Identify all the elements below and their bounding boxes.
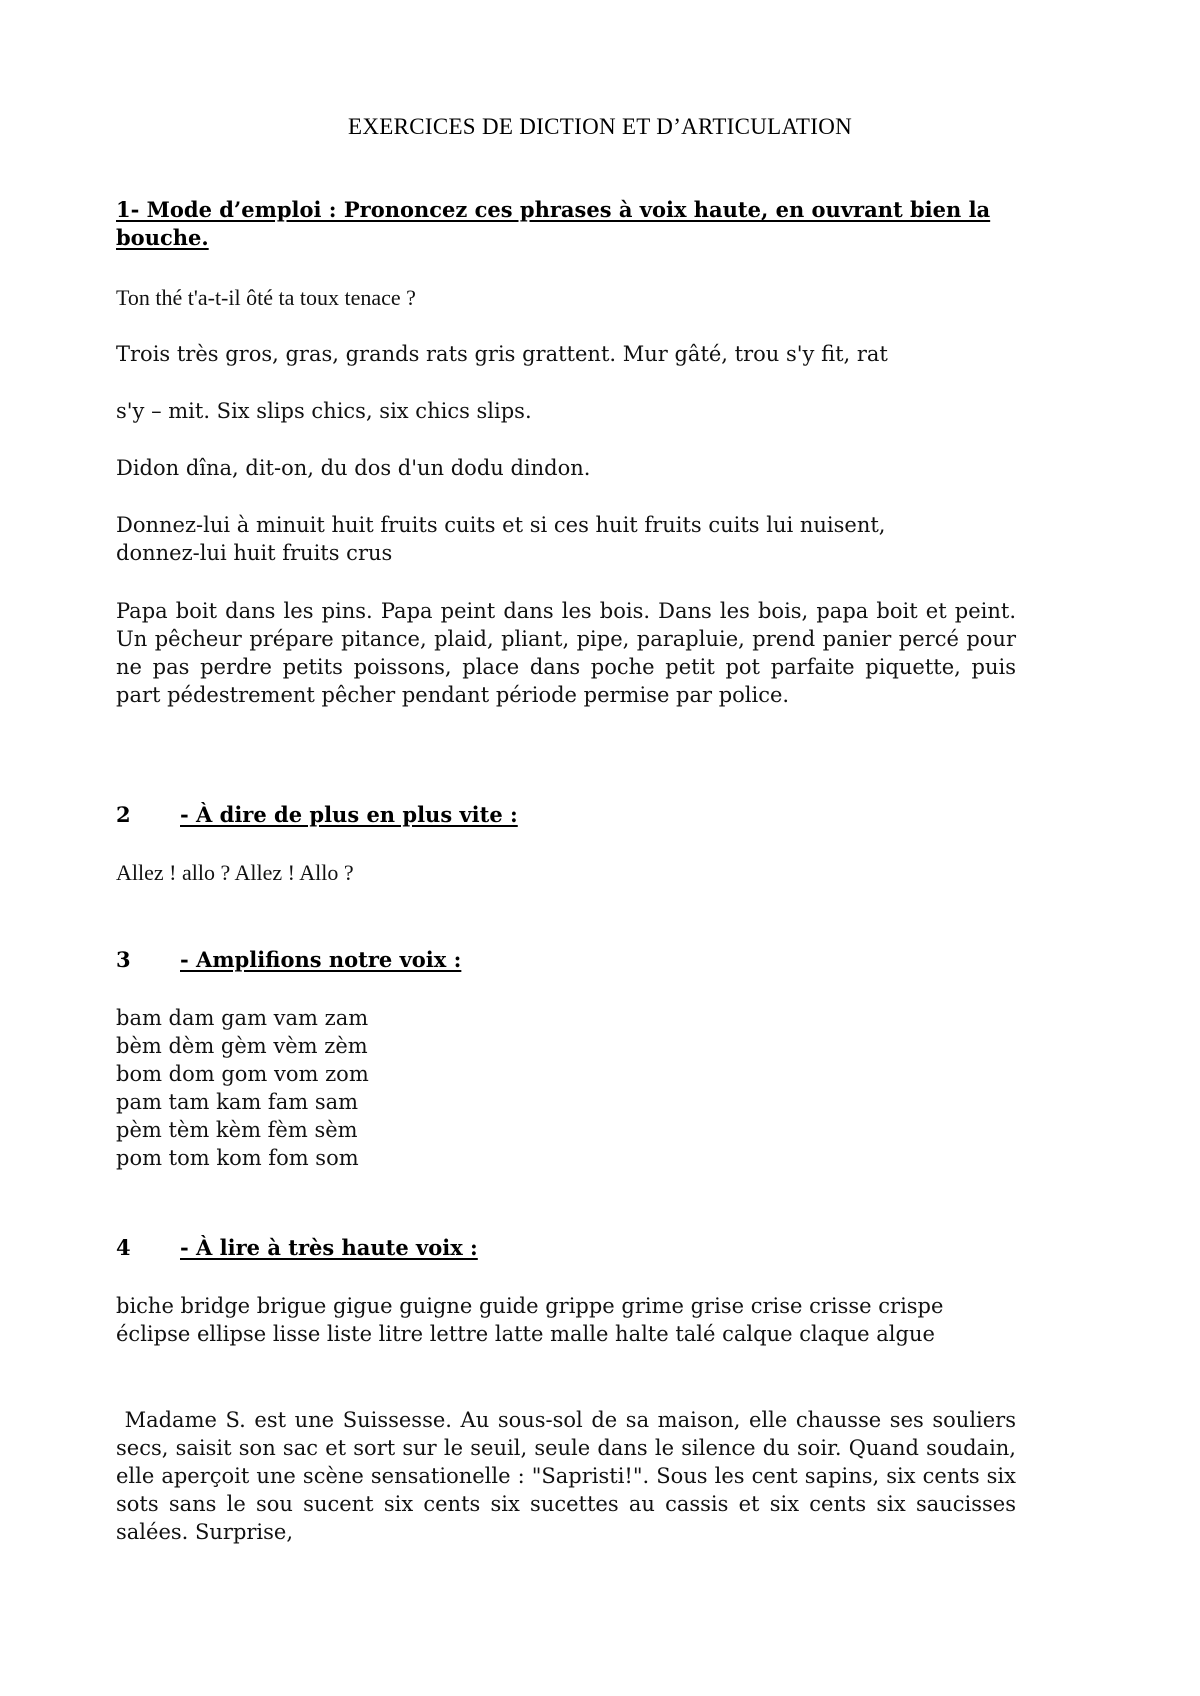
sentence-3: s'y – mit. Six slips chics, six chics slips.	[116, 399, 532, 423]
section-1-heading: 1- Mode d’emploi : Prononcez ces phrases à voix haute, en ouvrant bien la bouche.	[116, 197, 991, 250]
section-2-title: - À dire de plus en plus vite :	[180, 802, 518, 827]
syllable-line: bom dom gom vom zom	[116, 1062, 369, 1086]
section-2-text: Allez ! allo ? Allez ! Allo ?	[116, 860, 354, 885]
section-3-heading	[116, 946, 1046, 974]
sentence-2: Trois très gros, gras, grands rats gris grattent. Mur gâté, trou s'y fit, rat	[116, 342, 888, 366]
syllable-line: pèm tèm kèm fèm sèm	[116, 1118, 358, 1142]
syllable-line: bam dam gam vam zam	[116, 1006, 369, 1030]
sentence-4: Didon dîna, dit-on, du dos d'un dodu dindon.	[116, 456, 591, 480]
section-4-heading	[116, 1234, 1046, 1262]
section-2-heading	[116, 801, 1046, 829]
sentence-6: Papa boit dans les pins. Papa peint dans les bois. Dans les bois, papa boit et peint. Un pêcheur prépare pitance, plaid, pliant, pipe, parapluie, prend panier percé pour ne pas perdre petits poissons, place dans poche petit pot parfaite piquette, puis part pédestrement pêcher pendant période permise par police.	[116, 599, 1016, 707]
syllable-line: pom tom kom fom som	[116, 1146, 359, 1170]
section-2-number: 2	[116, 802, 131, 827]
syllable-line: pam tam kam fam sam	[116, 1090, 359, 1114]
syllable-line: bèm dèm gèm vèm zèm	[116, 1034, 368, 1058]
section-4-title: - À lire à très haute voix :	[180, 1235, 478, 1260]
word-list-paragraph: biche bridge brigue gigue guigne guide grippe grime grise crise crisse crispe éclipse ellipse lisse liste litre lettre latte malle halte talé calque claque algue	[116, 1294, 944, 1346]
suissesse-paragraph: Madame S. est une Suissesse. Au sous-sol de sa maison, elle chausse ses souliers secs, saisit son sac et sort sur le seuil, seule dans le silence du soir. Quand soudain, elle aperçoit une scène sensationelle : "Sapristi!". Sous les cent sapins, six cents six sots sans le sou sucent six cents six sucettes au cassis et six cents six saucisses salées. Surprise,	[116, 1408, 1023, 1544]
page-title: EXERCICES DE DICTION ET D’ARTICULATION	[347, 114, 853, 139]
section-4-number: 4	[116, 1235, 131, 1260]
sentence-5: Donnez-lui à minuit huit fruits cuits et si ces huit fruits cuits lui nuisent, donnez-lui huit fruits crus	[116, 513, 886, 565]
section-3-number: 3	[116, 947, 131, 972]
sentence-1: Ton thé t'a-t-il ôté ta toux tenace ?	[116, 285, 416, 310]
section-3-title: - Amplifions notre voix :	[180, 947, 462, 972]
syllable-list	[116, 1004, 369, 1172]
